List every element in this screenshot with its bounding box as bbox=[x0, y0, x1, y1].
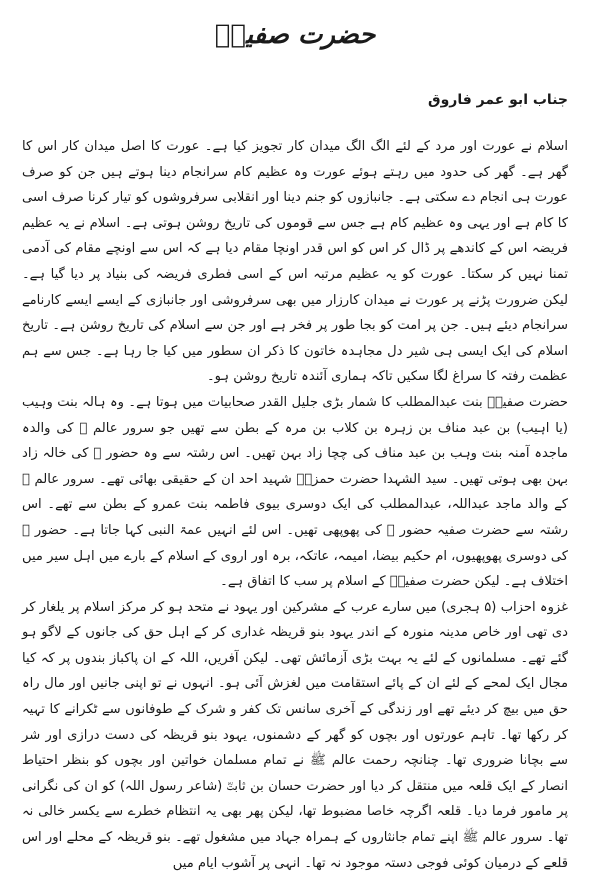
paragraph-lineage: حضرت صفیہؓ بنت عبدالمطلب کا شمار بڑی جلیل القدر صحابیات میں ہوتا ہے۔ وہ ہالہ بنت وہیب (یا اہیب) بن عبد مناف بن زہرہ بن کلاب بن مرہ کے بطن سے تھیں جو سرور عالم ﷺ کی والدہ ماجدہ آمنہ بنت وہب بن عبد مناف کی چچا زاد بہن تھیں۔ اس رشتہ سے وہ حضور ﷺ کی خالہ زاد بہن بھی ہوتی تھیں۔ سید الشہدا حضرت حمزہؓ شہید احد ان کے حقیقی بھائی تھے۔ سرور عالم ﷺ کے والد ماجد عبداللہ، عبدالمطلب کی ایک دوسری بیوی فاطمہ بنت عمرو کے بطن سے تھے۔ اس رشتہ سے حضرت صفیہ حضور ﷺ کی پھوپھی تھیں۔ اس لئے انہیں عمۃ النبی کہا جاتا ہے۔ حضور ﷺ کی دوسری پھوپھیوں، ام حکیم بیضا، امیمہ، عاتکہ، برہ اور اروی کے اسلام کے بارے میں اہل سیر میں اختلاف ہے۔ لیکن حضرت صفیہؓ کے اسلام پر سب کا اتفاق ہے۔ bbox=[22, 394, 568, 590]
article-title: حضرت صفیہؓ bbox=[214, 20, 376, 50]
paragraph-ahzab: غزوہ احزاب (۵ ہجری) میں سارے عرب کے مشرکین اور یہود نے متحد ہو کر مرکز اسلام پر یلغار کر دی تھی اور خاص مدینہ منورہ کے اندر یہود بنو قریظہ غداری کر کے اہل حق کی جانوں کے لاگو ہو گئے تھے۔ مسلمانوں کے لئے یہ بہت بڑی آزمائش تھی۔ لیکن آفریں، اللہ کے ان پاکباز بندوں پر کہ کیا مجال ایک لمحے کے لئے ان کے پائے استقامت میں لغزش آئی ہو۔ انہوں نے تو اپنی جانیں اور مال راہ حق میں بیچ کر دیئے تھے اور زندگی کے آخری سانس تک کفر و شرک کے طوفانوں سے ٹکرانے کا تہیہ کر رکھا تھا۔ تاہم عورتوں اور بچوں کو گھر کے دشمنوں، یہود بنو قریظہ کی دست درازی اور شر سے بچانا ضروری تھا۔ چنانچہ رحمت عالم ﷺ نے تمام مسلمان خواتین اور بچوں کو بنظر احتیاط انصار کے ایک قلعہ میں منتقل کر دیا اور حضرت حسان بن ثابتؓ (شاعر رسول اللہ) کو ان کی نگرانی پر مامور فرما دیا۔ قلعہ اگرچہ خاصا مضبوط تھا، لیکن پھر بھی یہ انتظام خطرے سے یکسر خالی نہ تھا۔ سرور عالم ﷺ اپنے تمام جانثاروں کے ہمراہ جہاد میں مشغول تھے۔ بنو قریظہ کے محلے اور اس قلعے کے درمیان کوئی فوجی دستہ موجود نہ تھا۔ انہی پر آشوب ایام میں bbox=[22, 599, 568, 871]
paragraph-intro: اسلام نے عورت اور مرد کے لئے الگ الگ میدان کار تجویز کیا ہے۔ عورت کا اصل میدان کار اس کا گھر ہے۔ گھر کی حدود میں رہتے ہوئے عورت وہ عظیم کام سرانجام دینا ہوتے ہیں جن کو صرف عورت ہی انجام دے سکتی ہے۔ جانبازوں کو جنم دینا اور انقلابی سرفروشوں کو تیار کرنا صرف اسی کا کام ہے اور یہی وہ عظیم کام ہے جس سے قوموں کی تاریخ روشن ہوتی ہے۔ اسلام نے یہ عظیم فریضہ اس کے کاندھے پر ڈال کر اس کو اس قدر اونچا مقام دیا ہے کہ اس سے اونچے مقام کی آدمی تمنا نہیں کر سکتا۔ عورت کو یہ عظیم مرتبہ اس کے اسی فطری فریضہ کی بنیاد پر دیا گیا ہے۔ لیکن ضرورت پڑنے پر عورت نے میدان کارزار میں بھی سرفروشی اور جانبازی کے ایسے ایسے کارنامے سرانجام دیئے ہیں۔ جن پر امت کو بجا طور پر فخر ہے اور جن سے اسلام کی تاریخ روشن ہے۔ تاریخ اسلام کی ایک ایسی ہی شیر دل مجاہدہ خاتون کا ذکر ان سطور میں کیا جا رہا ہے۔ جس سے ہم عظمت رفتہ کا سراغ لگا سکیں تاکہ ہماری آئندہ تاریخ روشن ہو۔ bbox=[22, 139, 568, 385]
author-byline: جناب ابو عمر فاروق bbox=[428, 92, 568, 108]
